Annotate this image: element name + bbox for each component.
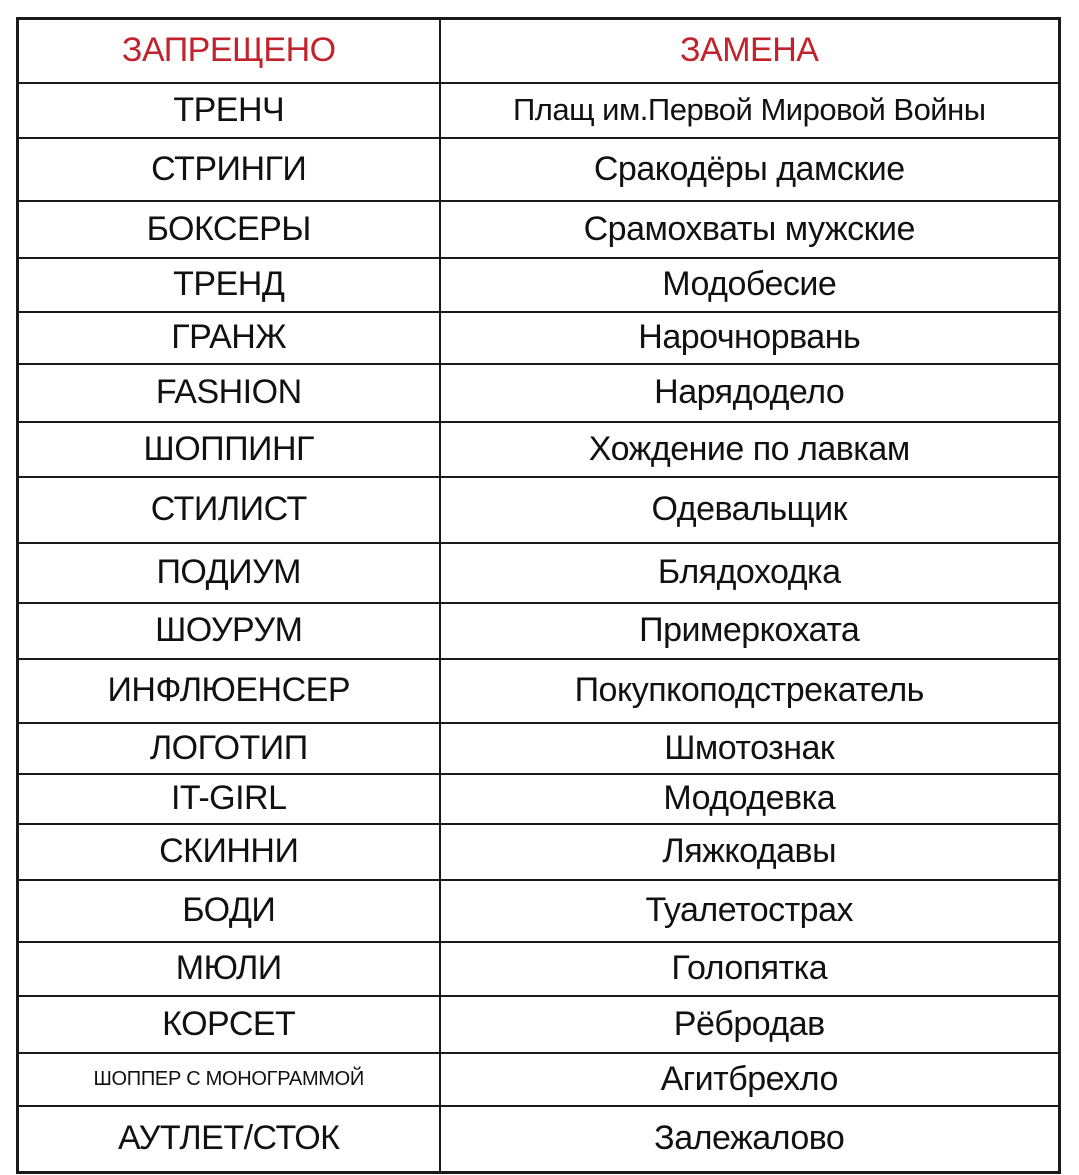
- table-row: [18, 880, 1060, 942]
- forbidden-word: FASHION: [18, 364, 440, 422]
- table-body: [18, 83, 1060, 1173]
- replacement-word: Рёбродав: [440, 996, 1060, 1053]
- table-row: [18, 1106, 1060, 1173]
- replacement-word: Примеркохата: [440, 603, 1060, 659]
- table-row: [18, 477, 1060, 543]
- table-row: [18, 603, 1060, 659]
- replacement-table-container: [16, 17, 1058, 1171]
- replacement-word: Мододевка: [440, 774, 1060, 824]
- header-replacement: ЗАМЕНА: [440, 19, 1060, 83]
- table-row: [18, 364, 1060, 422]
- table-row: [18, 942, 1060, 996]
- replacement-word: Плащ им.Первой Мировой Войны: [440, 83, 1060, 138]
- forbidden-word: ШОУРУМ: [18, 603, 440, 659]
- replacement-word: Туалетострах: [440, 880, 1060, 942]
- forbidden-word: ШОППИНГ: [18, 422, 440, 477]
- table-row: [18, 312, 1060, 364]
- replacement-word: Одевальщик: [440, 477, 1060, 543]
- replacement-word: Блядоходка: [440, 543, 1060, 603]
- replacement-word: Срамохваты мужские: [440, 201, 1060, 258]
- table-row: [18, 138, 1060, 201]
- forbidden-word: ИНФЛЮЕНСЕР: [18, 659, 440, 723]
- forbidden-word: СКИННИ: [18, 824, 440, 880]
- forbidden-word: БОКСЕРЫ: [18, 201, 440, 258]
- table-row: [18, 824, 1060, 880]
- header-row: [18, 19, 1060, 83]
- forbidden-word: ЛОГОТИП: [18, 723, 440, 774]
- header-forbidden: ЗАПРЕЩЕНО: [18, 19, 440, 83]
- forbidden-word: КОРСЕТ: [18, 996, 440, 1053]
- table-row: [18, 723, 1060, 774]
- forbidden-word: ПОДИУМ: [18, 543, 440, 603]
- forbidden-word: IT-GIRL: [18, 774, 440, 824]
- replacement-word: Покупкоподстрекатель: [440, 659, 1060, 723]
- replacement-word: Хождение по лавкам: [440, 422, 1060, 477]
- forbidden-word: ТРЕНЧ: [18, 83, 440, 138]
- forbidden-word: ГРАНЖ: [18, 312, 440, 364]
- forbidden-word: ТРЕНД: [18, 258, 440, 312]
- table-row: [18, 543, 1060, 603]
- table-row: [18, 422, 1060, 477]
- forbidden-word: АУТЛЕТ/СТОК: [18, 1106, 440, 1173]
- table-row: [18, 1053, 1060, 1106]
- replacement-table: [16, 17, 1061, 1174]
- forbidden-word: СТРИНГИ: [18, 138, 440, 201]
- replacement-word: Голопятка: [440, 942, 1060, 996]
- replacement-word: Нарочнорвань: [440, 312, 1060, 364]
- table-row: [18, 659, 1060, 723]
- replacement-word: Залежалово: [440, 1106, 1060, 1173]
- replacement-word: Агитбрехло: [440, 1053, 1060, 1106]
- forbidden-word: МЮЛИ: [18, 942, 440, 996]
- forbidden-word: СТИЛИСТ: [18, 477, 440, 543]
- table-row: [18, 774, 1060, 824]
- replacement-word: Шмотознак: [440, 723, 1060, 774]
- table-row: [18, 83, 1060, 138]
- table-row: [18, 258, 1060, 312]
- table-row: [18, 996, 1060, 1053]
- replacement-word: Сракодёры дамские: [440, 138, 1060, 201]
- replacement-word: Модобесие: [440, 258, 1060, 312]
- replacement-word: Нарядодело: [440, 364, 1060, 422]
- forbidden-word: ШОППЕР С МОНОГРАММОЙ: [18, 1053, 440, 1106]
- replacement-word: Ляжкодавы: [440, 824, 1060, 880]
- forbidden-word: БОДИ: [18, 880, 440, 942]
- table-row: [18, 201, 1060, 258]
- table-header: [18, 19, 1060, 83]
